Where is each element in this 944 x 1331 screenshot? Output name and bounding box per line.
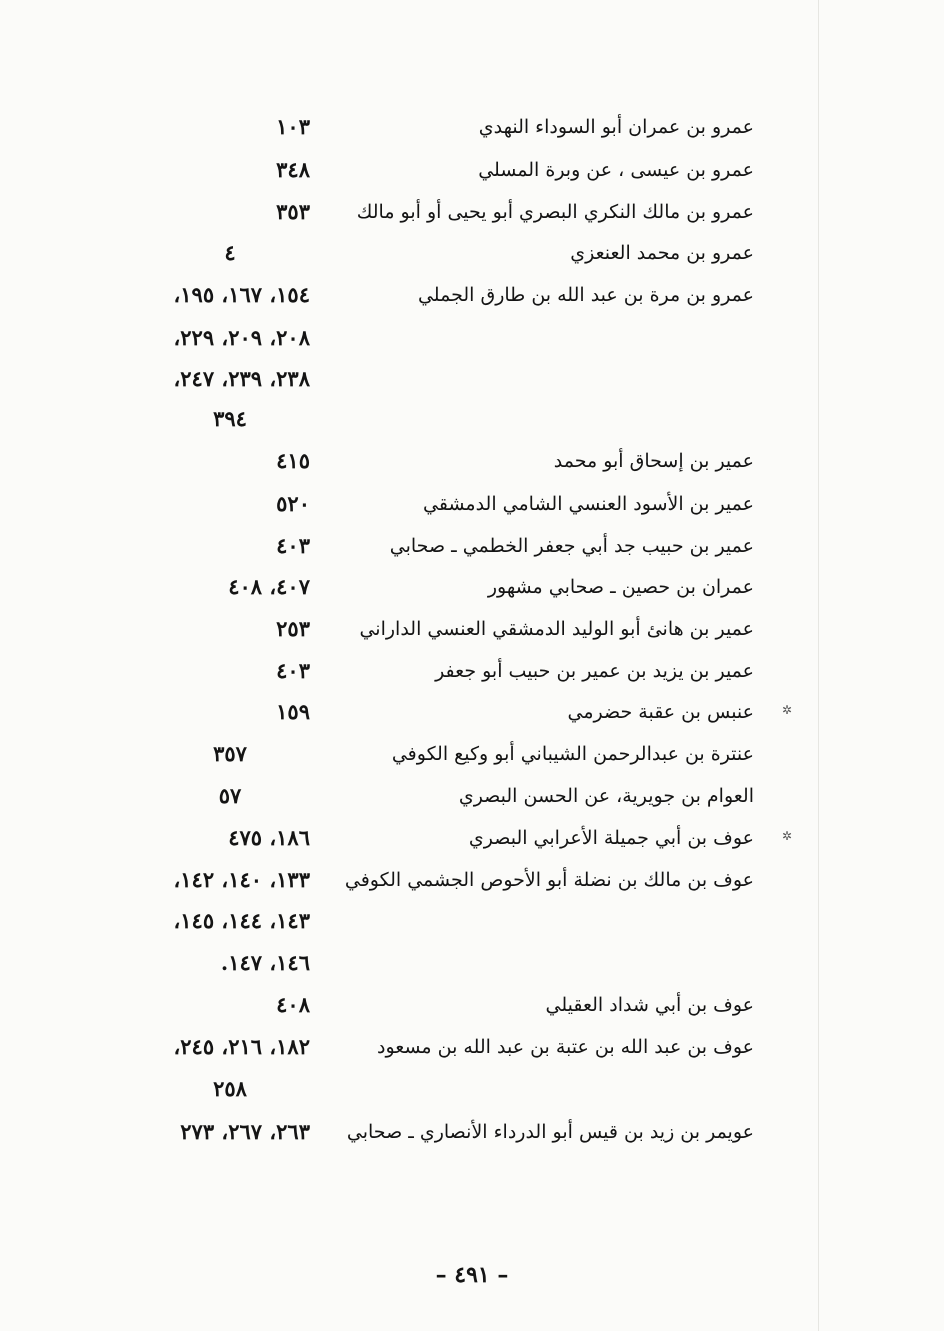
entry-page-numbers: ٤٠٨ [276,992,310,1017]
entry-page-numbers: ٤٠٣ [276,658,310,683]
entry-name: عمير بن يزيد بن عمير بن حبيب أبو جعفر [435,660,754,682]
entry-name: عمير بن الأسود العنسي الشامي الدمشقي [423,493,754,515]
index-entry [0,860,944,900]
entry-page-numbers: ٣٤٨ [276,157,310,182]
index-entry [0,776,944,816]
entry-name: عوف بن أبي شداد العقيلي [545,994,754,1016]
entry-name: عمير بن هانئ أبو الوليد الدمشقي العنسي الداراني [359,618,754,640]
entry-page-numbers: ٢٣٨، ٢٣٩، ٢٤٧، [173,366,310,391]
entry-page-numbers: ١٤٦، ١٤٧. [220,950,310,975]
entry-name: عمرو بن محمد العنعزي [570,242,754,264]
entry-name: العوام بن جويرية، عن الحسن البصري [458,785,754,807]
index-entry [0,484,944,524]
index-entry [0,150,944,190]
entry-name: عمير بن إسحاق أبو محمد [553,450,754,472]
index-entry [0,651,944,691]
entry-page-numbers: ٤١٥ [276,448,310,473]
entry-page-numbers: ٣٥٣ [276,199,310,224]
index-entry [0,192,944,232]
entry-name: عمرو بن عمران أبو السوداء النهدي [478,116,754,138]
index-entry [0,441,944,481]
index-entry [0,818,944,858]
entry-name: عنبس بن عقبة حضرمي [567,701,754,723]
index-entry [0,233,944,273]
entry-name: عوف بن مالك بن نضلة أبو الأحوص الجشمي الكوفي [344,869,754,891]
index-entry [0,734,944,774]
entry-page-numbers: ١٨٢، ٢١٦، ٢٤٥، [173,1034,310,1059]
index-entry [0,901,944,941]
entry-page-numbers: ٢٥٣ [276,616,310,641]
entry-page-numbers: ١٨٦، ٤٧٥ [228,825,310,850]
entry-page-numbers: ٤٠٧، ٤٠٨ [228,574,310,599]
index-entry [0,1027,944,1067]
entry-page-numbers: ١٥٤، ١٦٧، ١٩٥، [173,282,310,307]
index-entry [0,692,944,732]
index-entry [0,1112,944,1152]
entry-name: عويمر بن زيد بن قيس أبو الدرداء الأنصاري ـ صحابي [346,1121,754,1143]
entry-name: عمران بن حصين ـ صحابي مشهور [487,576,754,598]
entry-name: عوف بن أبي جميلة الأعرابي البصري [468,827,754,849]
index-entry [0,318,944,358]
entry-page-numbers: ١٥٩ [276,699,310,724]
entry-page-numbers: ٢٦٣، ٢٦٧، ٢٧٣ [180,1119,310,1144]
entry-page-numbers: ١٣٣، ١٤٠، ١٤٢، [173,867,310,892]
entry-page-numbers: ٢٠٨، ٢٠٩، ٢٢٩، [173,325,310,350]
index-entry [0,609,944,649]
entry-page-numbers: ٥٢٠ [276,491,310,516]
index-entry [0,526,944,566]
entry-page-numbers: ٣٩٤ [213,406,247,431]
index-entry [0,985,944,1025]
entry-page-numbers: ٥٧ [218,783,242,808]
index-entry [0,359,944,399]
entry-page-numbers: ٤ [224,240,236,265]
entry-page-numbers: ١٠٣ [276,114,310,139]
entry-name: عمرو بن مرة بن عبد الله بن طارق الجملي [417,284,754,306]
asterisk-mark-icon: ✲ [782,829,793,843]
entry-page-numbers: ٢٥٨ [213,1076,247,1101]
entry-page-numbers: ٤٠٣ [276,533,310,558]
index-entry [0,1069,944,1109]
entry-name: عمير بن حبيب جد أبي جعفر الخطمي ـ صحابي [389,535,754,557]
index-entry [0,943,944,983]
asterisk-mark-icon: ✲ [782,703,793,717]
index-entry [0,567,944,607]
entry-name: عوف بن عبد الله بن عتبة بن عبد الله بن مسعود [377,1036,754,1058]
entry-name: عمرو بن عيسى ، عن وبرة المسلي [478,159,754,181]
index-entry [0,399,944,439]
page-number: – ٤٩١ – [435,1262,509,1288]
entry-name: عمرو بن مالك النكري البصري أبو يحيى أو أبو مالك [356,201,754,223]
entry-name: عنترة بن عبدالرحمن الشيباني أبو وكيع الكوفي [391,743,754,765]
entry-page-numbers: ١٤٣، ١٤٤، ١٤٥، [173,908,310,933]
index-entry [0,107,944,147]
index-entry [0,275,944,315]
entry-page-numbers: ٣٥٧ [213,741,247,766]
